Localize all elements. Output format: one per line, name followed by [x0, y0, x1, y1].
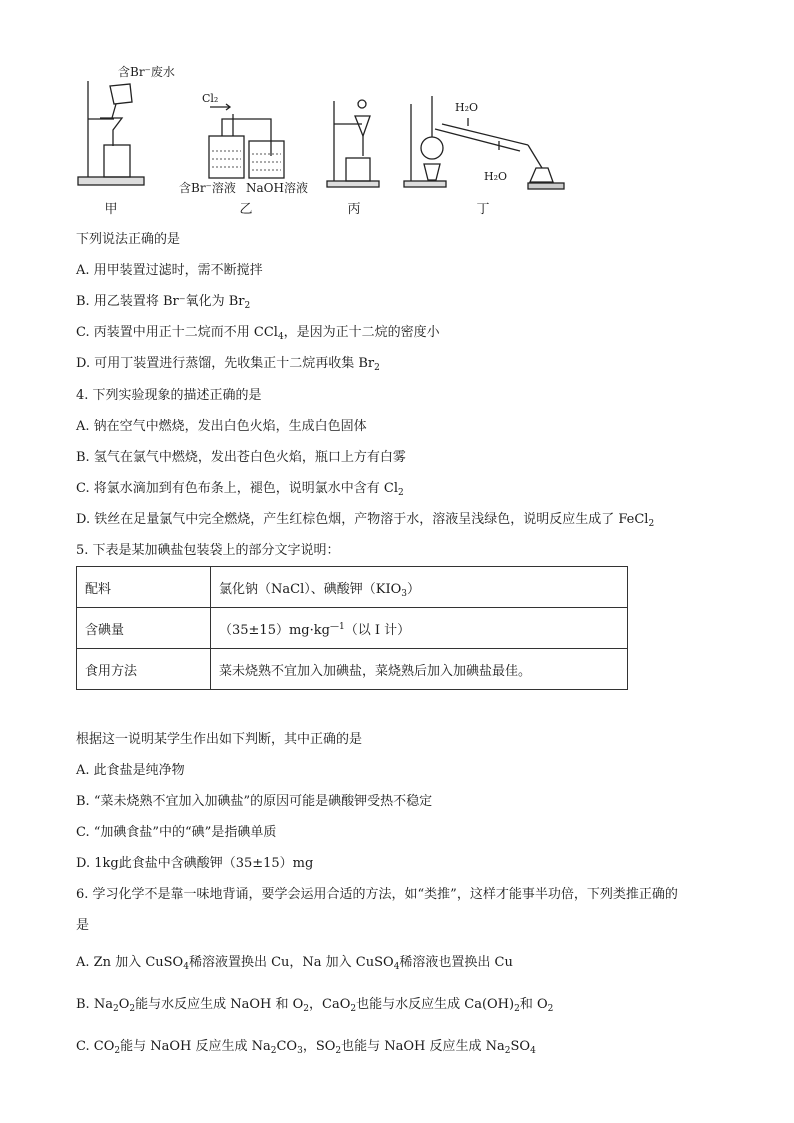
- q5-followup: 根据这一说明某学生作出如下判断，其中正确的是: [76, 732, 363, 747]
- iodine-text: （35±15）mg·kg: [219, 622, 330, 638]
- q3-option-c-text: C. 丙装置中用正十二烷而不用 CCl: [76, 325, 278, 340]
- salt-label-table: [76, 566, 628, 690]
- q6-c-sub: 4: [530, 1046, 536, 1056]
- apparatus-jia: [78, 81, 144, 185]
- q4-option-c-text: C. 将氯水滴加到有色布条上，褪色，说明氯水中含有 Cl: [76, 481, 398, 496]
- q3-option-d-text: D. 可用丁装置进行蒸馏，先收集正十二烷再收集 Br: [76, 356, 375, 371]
- q6-b-sub: 2: [514, 1004, 520, 1014]
- q6-c-part: SO: [510, 1039, 531, 1054]
- q6-stem-line2: 是: [76, 918, 90, 933]
- q3-option-b-sub: 2: [244, 301, 251, 311]
- label-water-bottom: H₂O: [484, 170, 508, 183]
- q4-option-d: [76, 511, 654, 529]
- q3-option-a: A. 用甲装置过滤时，需不断搅拌: [76, 263, 263, 278]
- q6-c-part: ，SO: [302, 1039, 336, 1054]
- q6-c-sub: 2: [114, 1046, 121, 1056]
- q6-a-sub: 4: [183, 962, 189, 972]
- q3-option-c-tail: ，是因为正十二烷的密度小: [283, 325, 440, 340]
- q6-c-part: C. CO: [76, 1039, 115, 1054]
- q6-b-part: B. Na: [76, 997, 113, 1012]
- q4-option-d-sub: 2: [648, 519, 655, 529]
- q6-b-part: O: [118, 997, 130, 1012]
- q6-stem-line1: 6. 学习化学不是靠一味地背诵，要学会运用合适的方法，如“类推”，这样才能事半功倍，下列类推正确的: [76, 887, 678, 902]
- label-br-solution: 含Br⁻溶液: [179, 181, 236, 195]
- apparatus-yi: [209, 104, 284, 178]
- q6-b-sub: 2: [350, 1004, 357, 1014]
- table-cell-ingredients-value: [211, 567, 628, 608]
- label-waste: 含Br⁻废水: [118, 65, 175, 79]
- table-row: [77, 567, 628, 608]
- caption-ding: 丁: [476, 202, 490, 217]
- q4-option-c-sub: 2: [398, 488, 404, 498]
- q4-option-d-text: D. 铁丝在足量氯气中完全燃烧，产生红棕色烟，产物溶于水，溶液呈浅绿色，说明反应生成了 FeCl: [76, 512, 649, 527]
- q4-stem: 4. 下列实验现象的描述正确的是: [76, 388, 262, 403]
- q6-b-part: 能与水反应生成 NaOH 和 O: [135, 997, 304, 1012]
- q3-option-d: [76, 355, 380, 373]
- q6-b-sub: 2: [129, 1004, 136, 1014]
- q3-option-b-text: B. 用乙装置将 Br⁻氧化为 Br: [76, 294, 245, 309]
- q6-c-part: CO: [276, 1039, 298, 1054]
- label-naoh-solution: NaOH溶液: [246, 181, 308, 195]
- q3-option-c-sub: 4: [277, 332, 284, 342]
- table-cell-usage-value: 菜未烧熟不宜加入加碘盐，菜烧熟后加入加碘盐最佳。: [211, 649, 628, 690]
- q6-b-sub: 2: [112, 1004, 119, 1014]
- label-cl2: Cl₂: [202, 92, 219, 105]
- ingredients-tail: ）: [406, 581, 420, 597]
- q6-c-sub: 2: [335, 1046, 342, 1056]
- caption-jia: 甲: [104, 202, 118, 217]
- table-cell-iodine-key: 含碘量: [77, 608, 211, 649]
- q6-option-b: [76, 996, 553, 1014]
- iodine-tail: （以 I 计）: [344, 622, 411, 638]
- q5-option-b: B. “菜未烧熟不宜加入加碘盐”的原因可能是碘酸钾受热不稳定: [76, 794, 433, 809]
- q5-option-c: C. “加碘食盐”中的“碘”是指碘单质: [76, 825, 277, 840]
- q6-b-part: 也能与水反应生成 Ca(OH): [356, 997, 515, 1012]
- apparatus-figure: [70, 56, 570, 221]
- q6-b-sub: 2: [303, 1004, 310, 1014]
- q3-option-b: [76, 293, 250, 311]
- q3-option-c: [76, 324, 440, 342]
- q6-option-c: [76, 1038, 536, 1056]
- apparatus-diagram: [70, 56, 570, 221]
- q6-a-part: 稀溶液也置换出 Cu: [399, 955, 513, 970]
- q5-option-a: A. 此食盐是纯净物: [76, 763, 185, 778]
- q6-c-sub: 3: [297, 1046, 303, 1056]
- q6-b-part: ，CaO: [309, 997, 351, 1012]
- q3-stem: 下列说法正确的是: [76, 232, 181, 247]
- table-cell-ingredients-key: 配料: [77, 567, 211, 608]
- q6-a-sub: 4: [393, 962, 400, 972]
- q4-option-a: A. 钠在空气中燃烧，发出白色火焰，生成白色固体: [76, 419, 367, 434]
- q4-option-b: B. 氢气在氯气中燃烧，发出苍白色火焰，瓶口上方有白雾: [76, 450, 406, 465]
- q6-c-sub: 2: [270, 1046, 277, 1056]
- table-cell-iodine-value: [211, 608, 628, 649]
- q6-c-part: 也能与 NaOH 反应生成 Na: [341, 1039, 505, 1054]
- ingredients-sub: 3: [401, 588, 407, 599]
- q6-b-sub: 2: [547, 1004, 554, 1014]
- caption-yi: 乙: [239, 202, 253, 217]
- caption-bing: 丙: [347, 202, 361, 217]
- apparatus-bing: [327, 100, 379, 187]
- q6-a-part: A. Zn 加入 CuSO: [76, 955, 184, 970]
- q4-option-c: [76, 480, 404, 498]
- q6-c-part: 能与 NaOH 反应生成 Na: [120, 1039, 271, 1054]
- label-water-top: H₂O: [455, 101, 479, 114]
- q6-c-sub: 2: [504, 1046, 511, 1056]
- q6-option-a: [76, 954, 513, 972]
- table-row: [77, 649, 628, 690]
- q5-option-d: D. 1kg此食盐中含碘酸钾（35±15）mg: [76, 856, 314, 871]
- table-row: [77, 608, 628, 649]
- ingredients-text: 氯化钠（NaCl）、碘酸钾（KIO: [219, 581, 402, 597]
- q6-b-part: 和 O: [519, 997, 548, 1012]
- iodine-sup: —1: [329, 621, 345, 632]
- table-cell-usage-key: 食用方法: [77, 649, 211, 690]
- q3-option-d-sub: 2: [374, 363, 380, 373]
- q6-a-part: 稀溶液置换出 Cu，Na 加入 CuSO: [188, 955, 394, 970]
- q5-stem: 5. 下表是某加碘盐包装袋上的部分文字说明：: [76, 543, 340, 558]
